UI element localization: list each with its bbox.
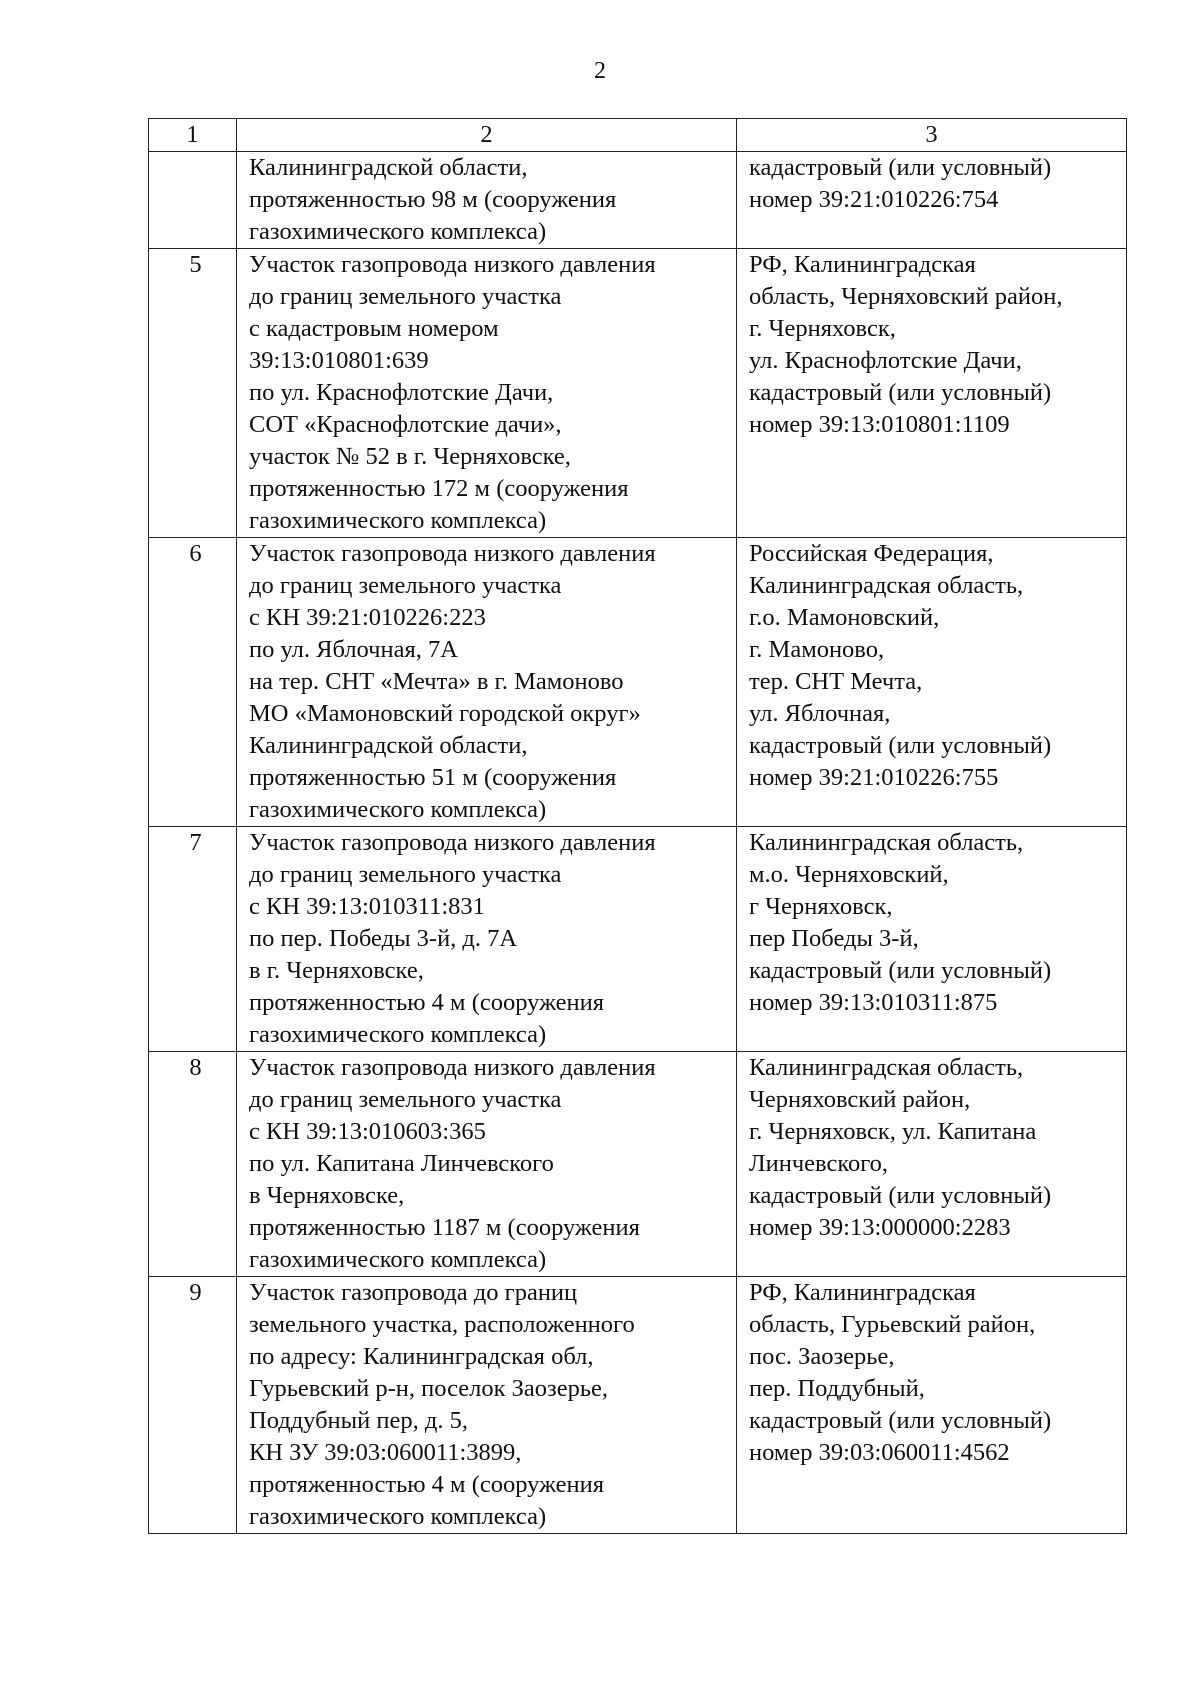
- table-row: [149, 827, 1127, 1052]
- property-table: [148, 118, 1127, 1534]
- table-row: [149, 249, 1127, 538]
- object-address: Российская Федерация, Калининградская область, г.о. Мамоновский, г. Мамоново, тер. СНТ Мечта, ул. Яблочная, кадастровый (или условный) номер 39:21:010226:755: [737, 538, 1127, 827]
- table-row: [149, 1277, 1127, 1534]
- object-address: Калининградская область, Черняховский район, г. Черняховск, ул. Капитана Линчевского, кадастровый (или условный) номер 39:13:000000:2283: [737, 1052, 1127, 1277]
- row-number: 8: [149, 1052, 237, 1277]
- object-address: Калининградская область, м.о. Черняховский, г Черняховск, пер Победы 3-й, кадастровый (или условный) номер 39:13:010311:875: [737, 827, 1127, 1052]
- table-row: [149, 152, 1127, 249]
- object-description: Участок газопровода низкого давления до границ земельного участка с кадастровым номером 39:13:010801:639 по ул. Краснофлотские Дачи, СОТ «Краснофлотские дачи», участок № 52 в г. Черняховске, протяженностью 172 м (сооружения газохимического комплекса): [237, 249, 737, 538]
- row-number: [149, 152, 237, 249]
- row-number: 9: [149, 1277, 237, 1534]
- object-address: РФ, Калининградская область, Гурьевский район, пос. Заозерье, пер. Поддубный, кадастровый (или условный) номер 39:03:060011:4562: [737, 1277, 1127, 1534]
- object-description: Участок газопровода низкого давления до границ земельного участка с КН 39:21:010226:223 по ул. Яблочная, 7А на тер. СНТ «Мечта» в г. Мамоново МО «Мамоновский городской округ» Калининградской области, протяженностью 51 м (сооружения газохимического комплекса): [237, 538, 737, 827]
- page-number: 2: [594, 58, 606, 84]
- object-description: Участок газопровода низкого давления до границ земельного участка с КН 39:13:010311:831 по пер. Победы 3-й, д. 7А в г. Черняховске, протяженностью 4 м (сооружения газохимического комплекса): [237, 827, 737, 1052]
- object-description: Участок газопровода до границ земельного участка, расположенного по адресу: Калининградская обл, Гурьевский р-н, поселок Заозерье, Поддубный пер, д. 5, КН ЗУ 39:03:060011:3899, протяженностью 4 м (сооружения газохимического комплекса): [237, 1277, 737, 1534]
- table-header-row: [149, 119, 1127, 152]
- row-number: 7: [149, 827, 237, 1052]
- object-description: Калининградской области, протяженностью 98 м (сооружения газохимического комплекса): [237, 152, 737, 249]
- column-header-3: 3: [737, 119, 1127, 152]
- column-header-2: 2: [237, 119, 737, 152]
- object-address: кадастровый (или условный) номер 39:21:010226:754: [737, 152, 1127, 249]
- table-row: [149, 538, 1127, 827]
- object-address: РФ, Калининградская область, Черняховский район, г. Черняховск, ул. Краснофлотские Дачи, кадастровый (или условный) номер 39:13:010801:1109: [737, 249, 1127, 538]
- row-number: 6: [149, 538, 237, 827]
- row-number: 5: [149, 249, 237, 538]
- column-header-1: 1: [149, 119, 237, 152]
- table-row: [149, 1052, 1127, 1277]
- object-description: Участок газопровода низкого давления до границ земельного участка с КН 39:13:010603:365 по ул. Капитана Линчевского в Черняховске, протяженностью 1187 м (сооружения газохимического комплекса): [237, 1052, 737, 1277]
